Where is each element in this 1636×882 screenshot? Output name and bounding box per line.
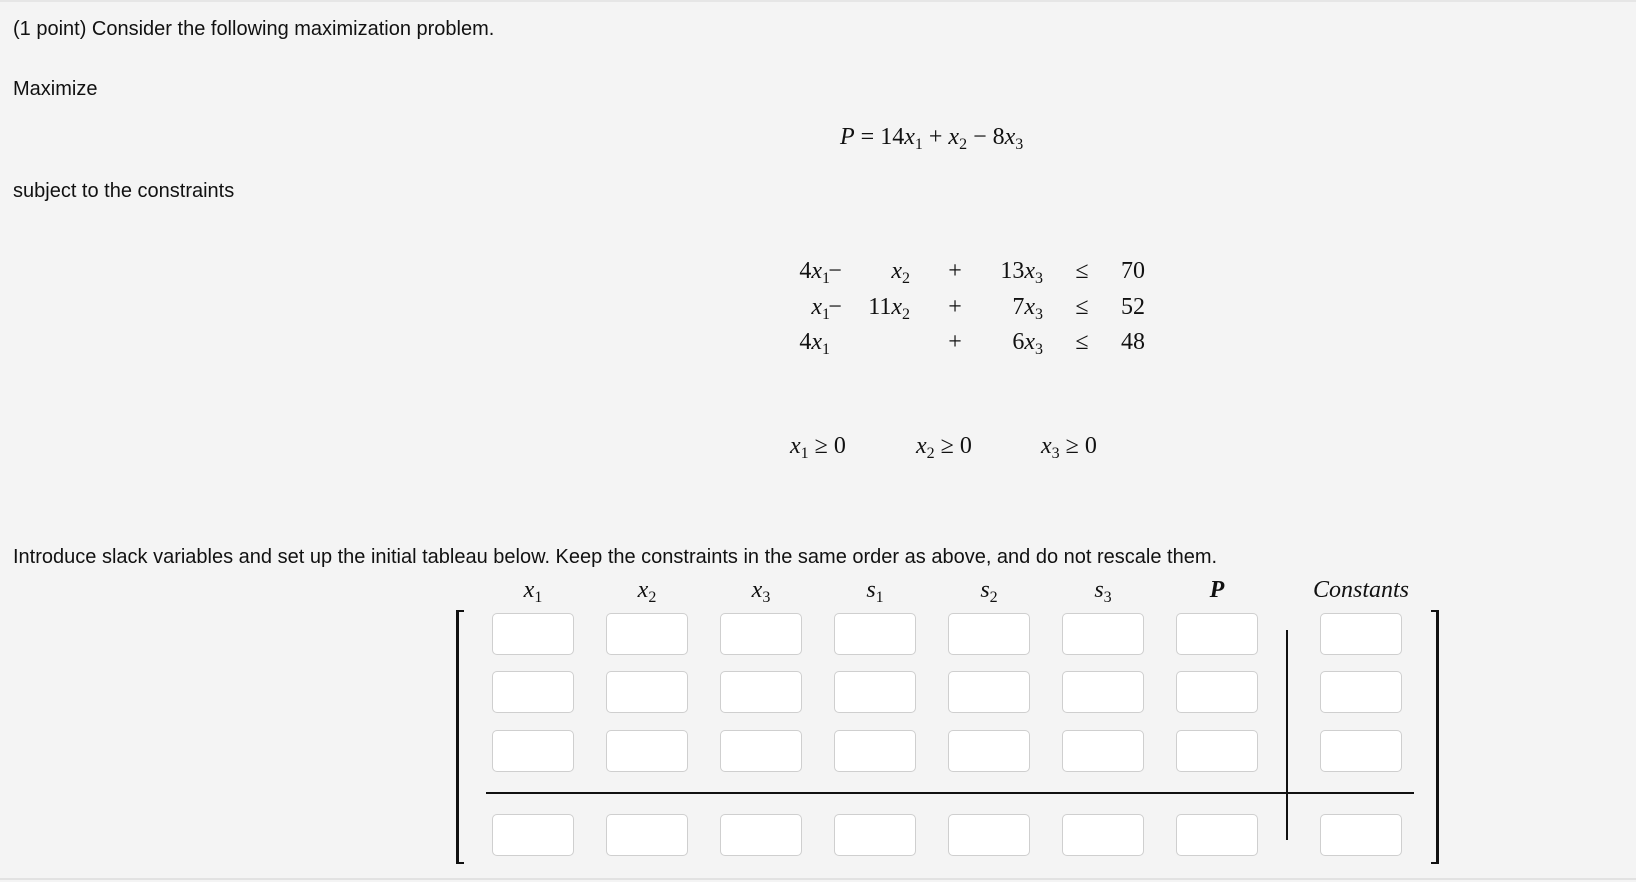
objective-var-x3: x — [1004, 124, 1016, 150]
top-border — [0, 0, 1636, 2]
constraint-2-sub-x1: 1 — [822, 306, 830, 323]
objective-op-1: + — [928, 124, 943, 150]
matrix-right-bracket — [1431, 610, 1439, 864]
nonneg-x3-rel: ≥ — [1065, 433, 1079, 459]
header-constants: Constants — [1312, 577, 1410, 603]
cell-r2-x2[interactable] — [606, 671, 688, 713]
constraint-3-term-x1 — [740, 327, 830, 357]
nonneg-x3-zero: 0 — [1084, 433, 1097, 459]
nonneg-x1-zero: 0 — [833, 433, 846, 459]
cell-r3-x2[interactable] — [606, 730, 688, 772]
cell-obj-x2[interactable] — [606, 814, 688, 856]
constraint-2-rhs: 52 — [1121, 294, 1145, 320]
constraint-2-term-x3 — [960, 292, 1043, 322]
augment-divider — [1286, 630, 1288, 840]
header-x3-sub: 3 — [762, 589, 771, 606]
nonneg-x1-var: x — [790, 433, 801, 459]
objective-row-divider — [486, 792, 1414, 794]
constraint-2-var-x2: x — [891, 294, 902, 320]
cell-r1-x1[interactable] — [492, 613, 574, 655]
constraint-2-op-1: − — [828, 294, 842, 320]
cell-r3-s1[interactable] — [834, 730, 916, 772]
cell-r1-x2[interactable] — [606, 613, 688, 655]
cell-r1-s2[interactable] — [948, 613, 1030, 655]
constraint-2-coef-x3: 7 — [1012, 294, 1025, 320]
constraint-3-rhs: 48 — [1121, 329, 1145, 355]
constraint-1-rhs: 70 — [1121, 258, 1145, 284]
bottom-border — [0, 878, 1636, 880]
cell-r3-s2[interactable] — [948, 730, 1030, 772]
constraint-3-coef-x3: 6 — [1012, 329, 1025, 355]
constraint-3-op-2: + — [948, 329, 962, 355]
constraint-3-sub-x3: 3 — [1035, 341, 1043, 358]
header-s2-sub: 2 — [989, 589, 998, 606]
cell-r2-s3[interactable] — [1062, 671, 1144, 713]
constraint-1-term-x3 — [960, 256, 1043, 286]
constraints-label: subject to the constraints — [13, 180, 235, 202]
objective-var-x1: x — [904, 124, 915, 150]
nonneg-x2-rel: ≥ — [940, 433, 954, 459]
constraint-2-relation: ≤ — [1075, 294, 1089, 320]
header-s1-var: s — [866, 577, 876, 603]
constraint-3-var-x3: x — [1024, 329, 1035, 355]
header-x1-var: x — [523, 577, 535, 603]
nonneg-x2-sub: 2 — [926, 445, 935, 462]
matrix-left-bracket — [456, 610, 464, 864]
constraint-3-term-x3 — [960, 327, 1043, 357]
objective-function — [840, 124, 1023, 151]
cell-r2-x1[interactable] — [492, 671, 574, 713]
cell-obj-x3[interactable] — [720, 814, 802, 856]
objective-equals: = — [860, 124, 875, 150]
constraint-3-relation: ≤ — [1075, 329, 1089, 355]
constraint-1-var-x3: x — [1024, 258, 1035, 284]
nonneg-x1-sub: 1 — [800, 445, 809, 462]
nonneg-x1 — [790, 430, 846, 462]
cell-r1-s3[interactable] — [1062, 613, 1144, 655]
constraint-1-sub-x3: 3 — [1035, 270, 1043, 287]
constraint-2-coef-x2: 11 — [868, 294, 892, 320]
cell-r3-x3[interactable] — [720, 730, 802, 772]
cell-r3-constant[interactable] — [1320, 730, 1402, 772]
header-x3 — [719, 575, 803, 605]
cell-r1-p[interactable] — [1176, 613, 1258, 655]
constraint-1-coef-x1: 4 — [799, 258, 812, 284]
nonneg-x1-rel: ≥ — [814, 433, 828, 459]
header-s2 — [947, 575, 1031, 605]
objective-sub-1: 1 — [914, 136, 923, 153]
constraint-1-relation: ≤ — [1075, 258, 1089, 284]
objective-op-2: − — [973, 124, 987, 150]
cell-r1-x3[interactable] — [720, 613, 802, 655]
constraint-2-sub-x3: 3 — [1035, 306, 1043, 323]
cell-obj-x1[interactable] — [492, 814, 574, 856]
cell-r2-s2[interactable] — [948, 671, 1030, 713]
cell-obj-constant[interactable] — [1320, 814, 1402, 856]
header-s2-var: s — [980, 577, 990, 603]
nonneg-x2-var: x — [916, 433, 927, 459]
cell-obj-s1[interactable] — [834, 814, 916, 856]
header-x1-sub: 1 — [534, 589, 543, 606]
header-s3-sub: 3 — [1103, 589, 1112, 606]
cell-r3-x1[interactable] — [492, 730, 574, 772]
cell-obj-s3[interactable] — [1062, 814, 1144, 856]
constraint-1-sub-x2: 2 — [902, 270, 910, 287]
constraint-2-op-2: + — [948, 294, 962, 320]
header-x1 — [491, 575, 575, 605]
header-x2-sub: 2 — [648, 589, 657, 606]
nonneg-x3-sub: 3 — [1051, 445, 1060, 462]
nonneg-x2-zero: 0 — [959, 433, 972, 459]
header-s3-var: s — [1094, 577, 1104, 603]
objective-lhs: P — [840, 124, 855, 150]
objective-coef-1: 14 — [880, 124, 905, 150]
objective-sub-2: 2 — [959, 136, 968, 153]
maximize-label: Maximize — [13, 78, 98, 100]
constraint-1-op-2: + — [948, 258, 962, 284]
cell-r2-s1[interactable] — [834, 671, 916, 713]
constraint-1-coef-x3: 13 — [1000, 258, 1025, 284]
header-p: P — [1209, 577, 1225, 603]
constraint-3-coef-x1: 4 — [799, 329, 812, 355]
cell-r1-s1[interactable] — [834, 613, 916, 655]
constraint-3-var-x1: x — [811, 329, 822, 355]
constraint-1-term-x2 — [820, 256, 910, 286]
header-s1 — [833, 575, 917, 605]
instructions-text: Introduce slack variables and set up the initial tableau below. Keep the constraints in the same order as above, and do not rescale them. — [13, 546, 1218, 568]
header-x2 — [605, 575, 689, 605]
cell-obj-p[interactable] — [1176, 814, 1258, 856]
constraint-2-var-x3: x — [1024, 294, 1035, 320]
cell-r3-s3[interactable] — [1062, 730, 1144, 772]
cell-r1-constant[interactable] — [1320, 613, 1402, 655]
constraint-1-var-x1: x — [811, 258, 822, 284]
constraint-1-sub-x1: 1 — [822, 270, 830, 287]
constraint-2-var-x1: x — [811, 294, 822, 320]
constraint-1-var-x2: x — [891, 258, 902, 284]
constraint-2-term-x2 — [820, 292, 910, 322]
header-x3-var: x — [751, 577, 763, 603]
objective-sub-3: 3 — [1015, 136, 1024, 153]
nonneg-x3 — [1041, 430, 1097, 462]
cell-r2-x3[interactable] — [720, 671, 802, 713]
problem-intro: (1 point) Consider the following maximization problem. — [13, 18, 495, 40]
constraint-3-sub-x1: 1 — [822, 341, 830, 358]
nonneg-x2 — [916, 430, 972, 462]
constraint-1-op-1: − — [828, 258, 842, 284]
cell-obj-s2[interactable] — [948, 814, 1030, 856]
nonneg-x3-var: x — [1041, 433, 1052, 459]
objective-var-x2: x — [948, 124, 960, 150]
cell-r3-p[interactable] — [1176, 730, 1258, 772]
cell-r2-p[interactable] — [1176, 671, 1258, 713]
cell-r2-constant[interactable] — [1320, 671, 1402, 713]
header-s3 — [1061, 575, 1145, 605]
objective-coef-3: 8 — [992, 124, 1005, 150]
header-s1-sub: 1 — [875, 589, 884, 606]
header-x2-var: x — [637, 577, 649, 603]
constraint-2-sub-x2: 2 — [902, 306, 910, 323]
